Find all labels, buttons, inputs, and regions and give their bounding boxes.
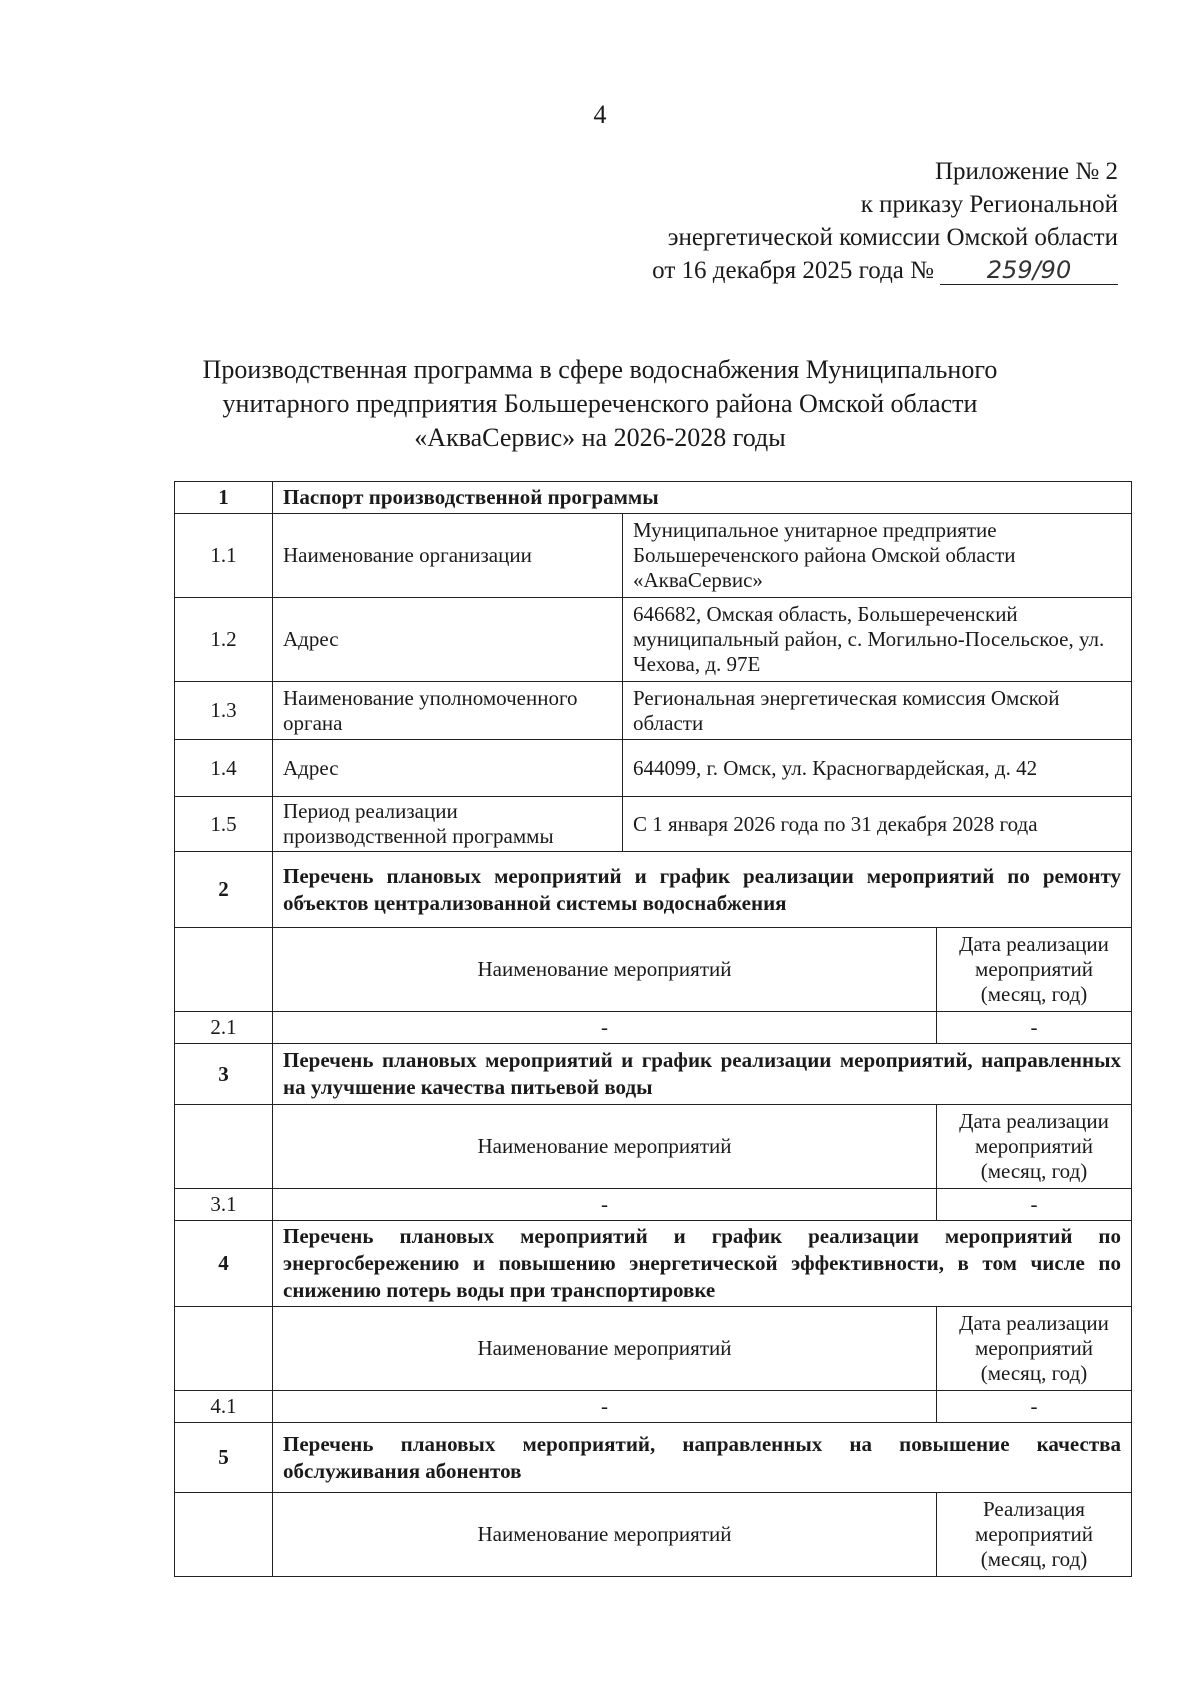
row-number: 3.1 — [175, 1189, 273, 1221]
section-title: Перечень плановых мероприятий и график реализации мероприятий по ремонту объектов централизованной системы водоснабжения — [273, 852, 1132, 928]
row-number: 4.1 — [175, 1391, 273, 1423]
page-number: 4 — [593, 100, 607, 129]
column-header-date: Реализация мероприятий (месяц, год) — [937, 1493, 1132, 1577]
production-program-table — [174, 481, 1132, 1577]
appendix-date-text: от 16 декабря 2025 года № — [652, 257, 934, 284]
row-number: 2.1 — [175, 1012, 273, 1044]
row-value: 646682, Омская область, Большереченский муниципальный район, с. Могильно-Посельское, ул. Чехова, д. 97Е — [623, 598, 1132, 682]
section-number: 1 — [175, 482, 273, 514]
section-title: Перечень плановых мероприятий и график реализации мероприятий по энергосбережению и повышению энергетической эффективности, в том числе по снижению потерь воды при транспортировке — [273, 1221, 1132, 1307]
row-label: Наименование уполномоченного органа — [273, 682, 623, 740]
row-number: 1.1 — [175, 514, 273, 598]
column-header-row — [175, 928, 1132, 1012]
section-number: 4 — [175, 1221, 273, 1307]
row-date: - — [937, 1012, 1132, 1044]
row-date: - — [937, 1391, 1132, 1423]
row-date: - — [937, 1189, 1132, 1221]
document-title — [0, 353, 1200, 455]
table-row — [175, 682, 1132, 740]
row-value: С 1 января 2026 года по 31 декабря 2028 года — [623, 797, 1132, 852]
section-1-header-row — [175, 482, 1132, 514]
row-value: 644099, г. Омск, ул. Красногвардейская, д. 42 — [623, 740, 1132, 797]
column-header-row — [175, 1493, 1132, 1577]
appendix-line-3: энергетической комиссии Омской области — [667, 224, 1118, 251]
section-4-header-row — [175, 1221, 1132, 1307]
row-name: - — [273, 1189, 937, 1221]
section-2-header-row — [175, 852, 1132, 928]
title-line-1: Производственная программа в сфере водоснабжения Муниципального — [202, 355, 998, 384]
column-header-row — [175, 1307, 1132, 1391]
column-header-date: Дата реализации мероприятий (месяц, год) — [937, 1105, 1132, 1189]
appendix-line-4 — [652, 254, 1118, 287]
row-number: 1.5 — [175, 797, 273, 852]
appendix-block — [652, 155, 1118, 287]
appendix-line-2: к приказу Региональной — [860, 191, 1118, 218]
row-name: - — [273, 1012, 937, 1044]
table-row — [175, 797, 1132, 852]
section-number: 3 — [175, 1044, 273, 1105]
row-label: Адрес — [273, 740, 623, 797]
table-row — [175, 1391, 1132, 1423]
row-name: - — [273, 1391, 937, 1423]
row-number: 1.2 — [175, 598, 273, 682]
section-title: Перечень плановых мероприятий, направленных на повышение качества обслуживания абонентов — [273, 1423, 1132, 1493]
order-number-handwritten: 259/90 — [940, 256, 1118, 285]
row-number: 1.4 — [175, 740, 273, 797]
column-header-date: Дата реализации мероприятий (месяц, год) — [937, 928, 1132, 1012]
column-header-name: Наименование мероприятий — [273, 1105, 937, 1189]
row-number: 1.3 — [175, 682, 273, 740]
column-header-name: Наименование мероприятий — [273, 1307, 937, 1391]
appendix-line-1: Приложение № 2 — [934, 158, 1118, 185]
table-row — [175, 514, 1132, 598]
row-label: Наименование организации — [273, 514, 623, 598]
row-value: Муниципальное унитарное предприятие Большереченского района Омской области «АкваСервис» — [623, 514, 1132, 598]
title-line-2: унитарного предприятия Большереченского района Омской области — [222, 389, 978, 418]
section-number: 5 — [175, 1423, 273, 1493]
row-label: Период реализации производственной программы — [273, 797, 623, 852]
column-header-name: Наименование мероприятий — [273, 928, 937, 1012]
table-row — [175, 1012, 1132, 1044]
table-row — [175, 740, 1132, 797]
column-header-row — [175, 1105, 1132, 1189]
section-title: Перечень плановых мероприятий и график реализации мероприятий, направленных на улучшение качества питьевой воды — [273, 1044, 1132, 1105]
column-header-date: Дата реализации мероприятий (месяц, год) — [937, 1307, 1132, 1391]
section-5-header-row — [175, 1423, 1132, 1493]
title-line-3: «АкваСервис» на 2026-2028 годы — [414, 423, 786, 452]
section-title: Паспорт производственной программы — [273, 482, 1132, 514]
column-header-name: Наименование мероприятий — [273, 1493, 937, 1577]
section-3-header-row — [175, 1044, 1132, 1105]
table-row — [175, 1189, 1132, 1221]
row-value: Региональная энергетическая комиссия Омской области — [623, 682, 1132, 740]
row-label: Адрес — [273, 598, 623, 682]
section-number: 2 — [175, 852, 273, 928]
table-row — [175, 598, 1132, 682]
